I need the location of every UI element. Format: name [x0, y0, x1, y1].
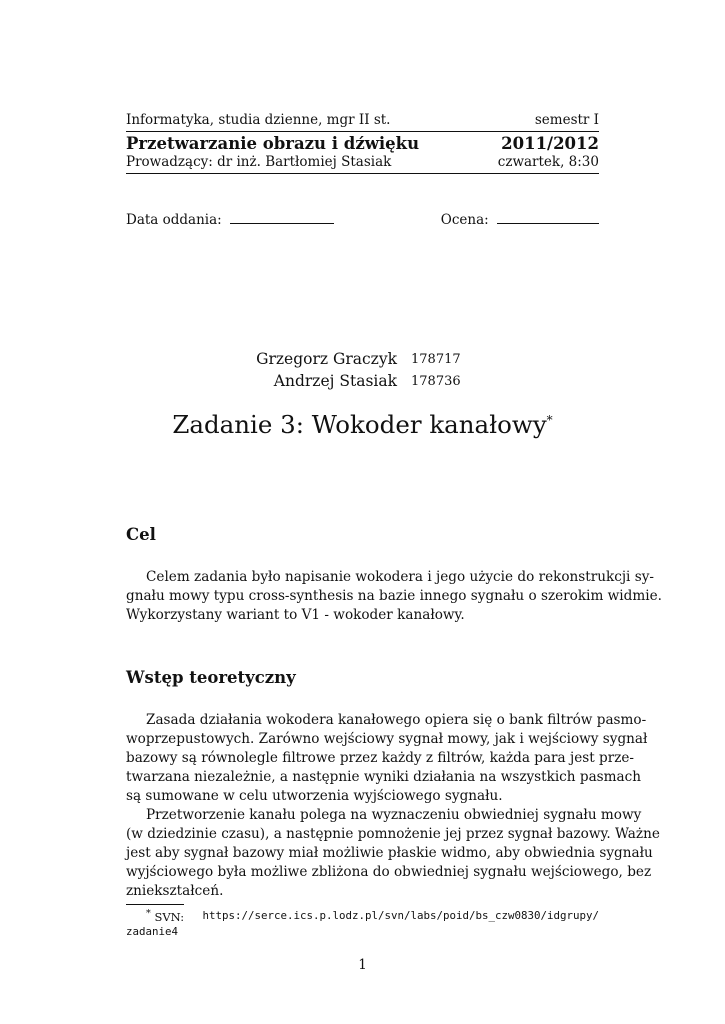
academic-year: 2011/2012	[501, 134, 599, 153]
date-blank-line	[230, 222, 334, 224]
semester: semestr I	[534, 112, 599, 128]
text-line: Wykorzystany wariant to V1 - wokoder kanałowy.	[126, 607, 465, 623]
text-line: są sumowane w celu utworzenia wyjściowego sygnału.	[126, 788, 503, 804]
author-id-1: 178717	[411, 352, 461, 367]
paragraph-wstep-2	[126, 806, 660, 901]
text-line: twarzana niezależnie, a następnie wyniki działania na wszystkich pasmach	[126, 769, 642, 785]
lecturer: Prowadzący: dr inż. Bartłomiej Stasiak	[126, 154, 392, 170]
text-line: (w dziedzinie czasu), a następnie pomnożenie jej przez sygnał bazowy. Ważne	[126, 826, 660, 842]
footnote-url[interactable]: https://serce.ics.p.lodz.pl/svn/labs/poid/bs_czw0830/idgrupy/	[202, 909, 599, 922]
paragraph-wstep-1	[126, 711, 648, 806]
course-info: Informatyka, studia dzienne, mgr II st.	[126, 112, 391, 128]
author-name-2: Andrzej Stasiak	[273, 372, 397, 390]
date-label: Data oddania:	[126, 212, 222, 228]
text-line: woprzepustowych. Zarówno wejściowy sygnał mowy, jak i wejściowy sygnał	[126, 731, 648, 747]
author-name-1: Grzegorz Graczyk	[256, 350, 397, 368]
title-text: Zadanie 3: Wokoder kanałowy	[172, 410, 547, 439]
footnote-label: SVN:	[154, 909, 185, 924]
subject-title: Przetwarzanie obrazu i dźwięku	[126, 134, 420, 153]
footnote-rule	[126, 904, 184, 905]
document-title	[0, 410, 725, 439]
header-rule-bottom	[126, 173, 599, 174]
date-field	[126, 212, 334, 228]
text-line: jest aby sygnał bazowy miał możliwie płaskie widmo, aby obwiednia sygnału	[126, 845, 653, 861]
text-line: bazowy są równolegle filtrowe przez każdy z filtrów, każda para jest prze-	[126, 750, 634, 766]
footnote-line-1	[146, 908, 184, 924]
title-footnote-mark: *	[546, 412, 553, 427]
paragraph-cel	[126, 568, 662, 625]
author-id-2: 178736	[411, 374, 461, 389]
footnote-mark: *	[146, 908, 151, 919]
text-line: wyjściowego była możliwe zbliżona do obwiedniej sygnału wejściowego, bez	[126, 864, 652, 880]
header-rule-top	[126, 131, 599, 132]
text-line: Celem zadania było napisanie wokodera i jego użycie do rekonstrukcji sy-	[146, 569, 654, 585]
grade-blank-line	[497, 222, 599, 224]
grade-label: Ocena:	[440, 212, 489, 228]
footnote-url-continued[interactable]: zadanie4	[126, 925, 179, 938]
section-heading-wstep: Wstęp teoretyczny	[126, 668, 296, 687]
grade-field	[441, 212, 599, 228]
text-line: Zasada działania wokodera kanałowego opiera się o bank filtrów pasmo-	[146, 712, 647, 728]
text-line: zniekształceń.	[126, 883, 224, 899]
text-line: gnału mowy typu cross-synthesis na bazie innego sygnału o szerokim widmie.	[126, 588, 662, 604]
schedule: czwartek, 8:30	[497, 154, 599, 170]
section-heading-cel: Cel	[126, 525, 156, 544]
page-number: 1	[358, 957, 367, 973]
text-line: Przetworzenie kanału polega na wyznaczeniu obwiedniej sygnału mowy	[146, 807, 642, 823]
